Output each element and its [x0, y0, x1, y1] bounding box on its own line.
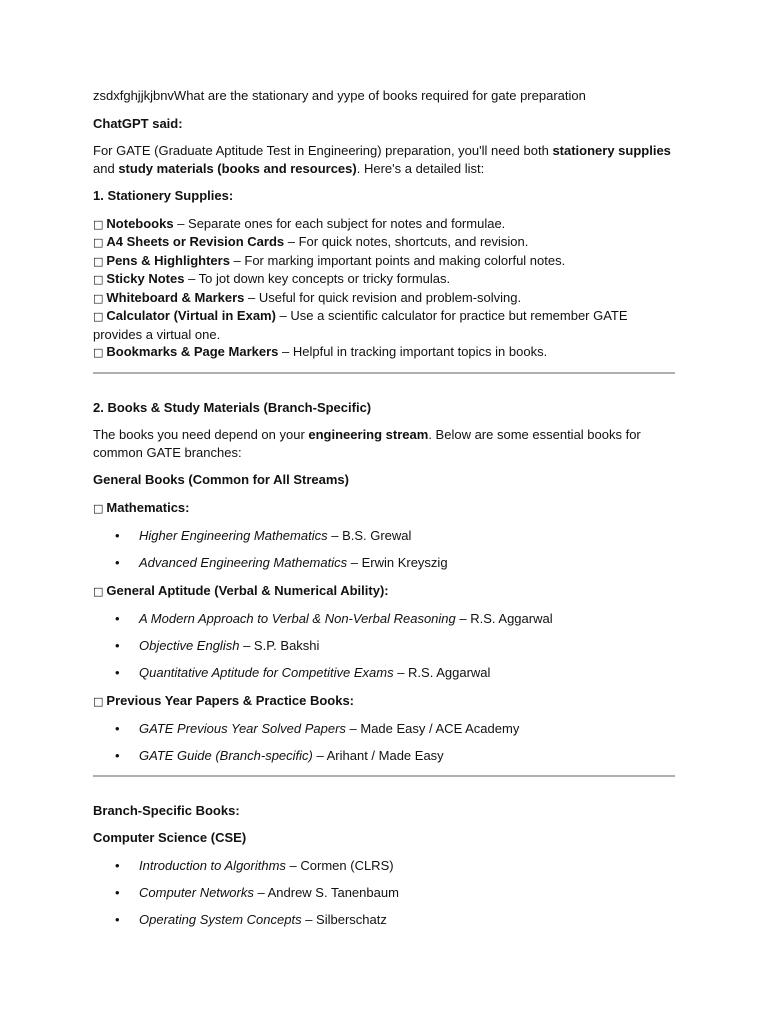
bullet-icon: • — [115, 721, 120, 737]
bullet-icon: • — [115, 528, 120, 543]
book-list-item: • Computer Networks – Andrew S. Tanenbaum — [115, 884, 399, 900]
stationery-item: □ Sticky Notes – To jot down key concepts or tricky formulas. — [93, 270, 675, 289]
user-question: zsdxfghjjkjbnvWhat are the stationary and yype of books required for gate preparation — [93, 88, 586, 103]
checkbox-icon: □ — [93, 694, 104, 708]
bullet-icon: • — [115, 912, 120, 928]
intro-paragraph: For GATE (Graduate Aptitude Test in Engineering) preparation, you'll need both stationery supplies and study materials (books and resources). Here's a detailed list: — [93, 143, 671, 176]
bullet-icon: • — [115, 555, 120, 571]
branch-books-heading: Branch-Specific Books: — [93, 802, 240, 818]
checkbox-icon: □ — [93, 501, 104, 515]
book-list-mathematics — [93, 527, 675, 572]
checkbox-icon: □ — [93, 254, 104, 268]
bullet-icon: • — [115, 748, 120, 764]
book-list-item: • Objective English – S.P. Bakshi — [115, 638, 320, 654]
bullet-icon: • — [115, 611, 120, 627]
section-divider — [93, 372, 675, 374]
stationery-item: □ Calculator (Virtual in Exam) – Use a scientific calculator for practice but remember GATE provides a virtual one. — [93, 308, 628, 342]
book-list-cse — [93, 857, 675, 929]
book-list-item: • Operating System Concepts – Silberschatz — [115, 912, 387, 928]
checkbox-icon: □ — [93, 310, 104, 323]
checkbox-icon: □ — [93, 217, 104, 231]
book-list-item: • Introduction to Algorithms – Cormen (CLRS) — [115, 857, 394, 873]
book-list-aptitude — [93, 610, 675, 682]
bullet-icon: • — [115, 857, 120, 873]
speaker-label: ChatGPT said: — [93, 115, 183, 131]
cse-heading: Computer Science (CSE) — [93, 830, 247, 846]
book-list-item: • A Modern Approach to Verbal & Non-Verbal Reasoning – R.S. Aggarwal — [115, 611, 553, 627]
checkbox-icon: □ — [93, 291, 104, 305]
bullet-icon: • — [115, 884, 120, 900]
stationery-list — [93, 215, 675, 362]
book-list-item: • Quantitative Aptitude for Competitive Exams – R.S. Aggarwal — [115, 665, 491, 681]
books-intro: The books you need depend on your engineering stream. Below are some essential books for common GATE branches: — [93, 427, 641, 460]
book-list-previous-papers — [93, 720, 675, 765]
stationery-heading: 1. Stationery Supplies: — [93, 188, 234, 203]
general-books-heading: General Books (Common for All Streams) — [93, 472, 349, 487]
category-heading-mathematics: □ Mathematics: — [93, 499, 675, 518]
stationery-item: □ Bookmarks & Page Markers – Helpful in tracking important topics in books. — [93, 343, 675, 362]
books-heading: 2. Books & Study Materials (Branch-Specific) — [93, 399, 372, 415]
document-content — [93, 87, 675, 939]
checkbox-icon: □ — [93, 584, 104, 598]
stationery-item: □ Notebooks – Separate ones for each subject for notes and formulae. — [93, 215, 675, 234]
category-heading-aptitude: □ General Aptitude (Verbal & Numerical Ability): — [93, 582, 675, 601]
book-list-item: • Advanced Engineering Mathematics – Erwin Kreyszig — [115, 555, 448, 571]
category-heading-previous-papers: □ Previous Year Papers & Practice Books: — [93, 692, 675, 711]
book-list-item: • Higher Engineering Mathematics – B.S. Grewal — [115, 528, 412, 543]
book-list-item: • GATE Guide (Branch-specific) – Arihant / Made Easy — [115, 748, 444, 764]
bullet-icon: • — [115, 638, 120, 654]
stationery-item: □ A4 Sheets or Revision Cards – For quick notes, shortcuts, and revision. — [93, 233, 675, 252]
section-divider — [93, 775, 675, 777]
checkbox-icon: □ — [93, 236, 104, 249]
stationery-item: □ Pens & Highlighters – For marking important points and making colorful notes. — [93, 252, 675, 271]
book-list-item: • GATE Previous Year Solved Papers – Made Easy / ACE Academy — [115, 721, 520, 737]
checkbox-icon: □ — [93, 346, 104, 359]
checkbox-icon: □ — [93, 273, 104, 286]
bullet-icon: • — [115, 665, 120, 681]
stationery-item: □ Whiteboard & Markers – Useful for quick revision and problem-solving. — [93, 289, 675, 308]
